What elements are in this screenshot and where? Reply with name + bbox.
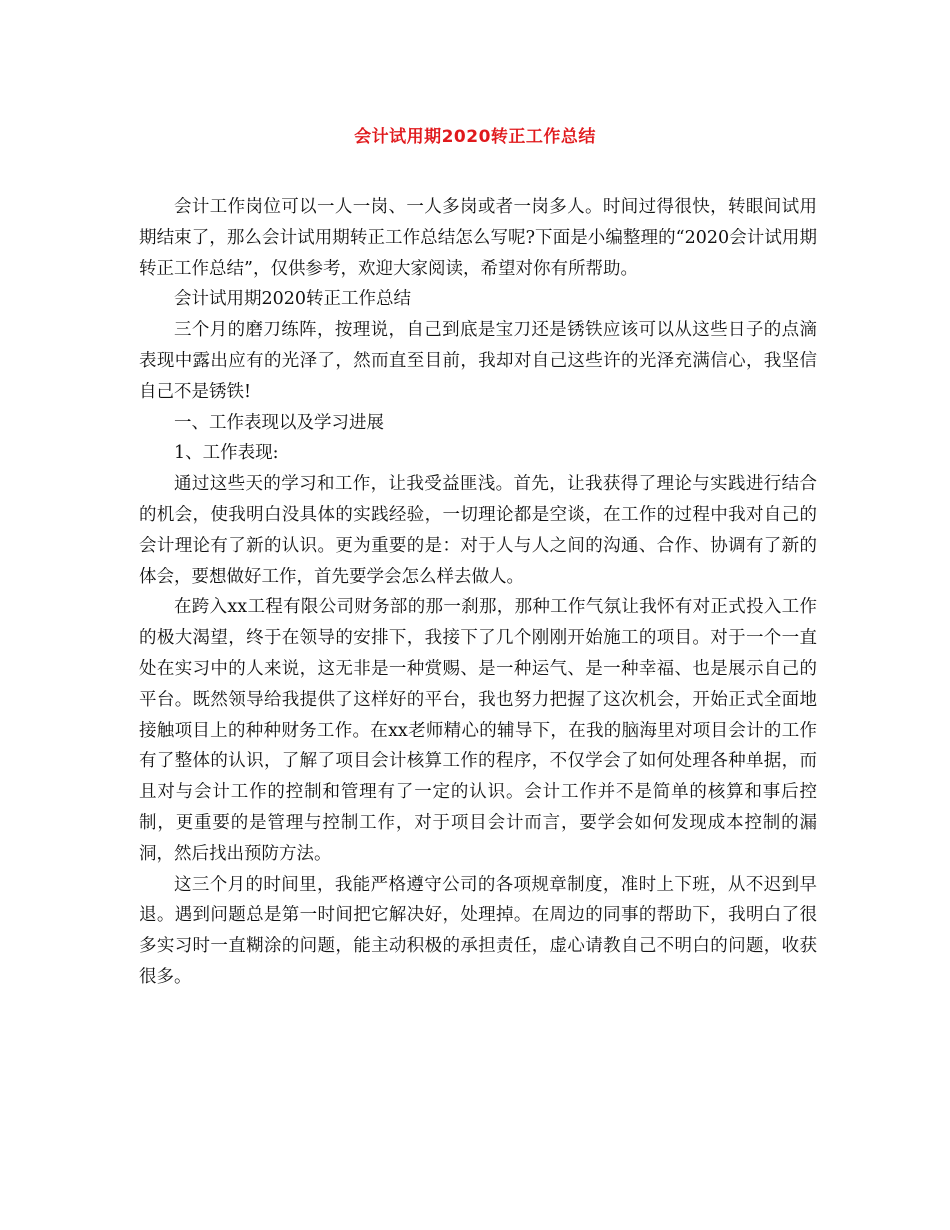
paragraph-discipline: 这三个月的时间里，我能严格遵守公司的各项规章制度，准时上下班，从不迟到早退。遇到问题总是第一时间把它解决好，处理掉。在周边的同事的帮助下，我明白了很多实习时一直糊涂的问题，能主动积极的承担责任，虚心请教自己不明白的问题，收获很多。 xyxy=(139,874,817,987)
paragraph-intro: 会计工作岗位可以一人一岗、一人多岗或者一岗多人。时间过得很快，转眼间试用期结束了，那么会计试用期转正工作总结怎么写呢?下面是小编整理的“2020会计试用期转正工作总结”，仅供参考，欢迎大家阅读，希望对你有所帮助。 xyxy=(139,197,817,279)
paragraph-projects: 在跨入xx工程有限公司财务部的那一刹那，那种工作气氛让我怀有对正式投入工作的极大渴望，终于在领导的安排下，我接下了几个刚刚开始施工的项目。对于一个一直处在实习中的人来说，这无非是一种赏赐、是一种运气、是一种幸福、也是展示自己的平台。既然领导给我提供了这样好的平台，我也努力把握了这次机会，开始正式全面地接触项目上的种种财务工作。在xx老师精心的辅导下，在我的脑海里对项目会计的工作有了整体的认识，了解了项目会计核算工作的程序，不仅学会了如何处理各种单据，而且对与会计工作的控制和管理有了一定的认识。会计工作并不是简单的核算和事后控制，更重要的是管理与控制工作，对于项目会计而言，要学会如何发现成本控制的漏洞，然后找出预防方法。 xyxy=(139,597,817,864)
section-heading-1: 一、工作表现以及学习进展 xyxy=(174,412,384,433)
paragraph-learning: 通过这些天的学习和工作，让我受益匪浅。首先，让我获得了理论与实践进行结合的机会，使我明白没具体的实践经验，一切理论都是空谈，在工作的过程中我对自己的会计理论有了新的认识。更为重要的是：对于人与人之间的沟通、合作、协调有了新的体会，要想做好工作，首先要学会怎么样去做人。 xyxy=(139,474,817,587)
document-title: 会计试用期2020转正工作总结 xyxy=(354,127,596,147)
document-body xyxy=(139,192,817,993)
paragraph-subtitle: 会计试用期2020转正工作总结 xyxy=(174,289,412,310)
subsection-heading-1: 1、工作表现: xyxy=(174,443,279,464)
paragraph-opening: 三个月的磨刀练阵，按理说，自己到底是宝刀还是锈铁应该可以从这些日子的点滴表现中露出应有的光泽了，然而直至目前，我却对自己这些许的光泽充满信心，我坚信自己不是锈铁! xyxy=(139,320,817,402)
